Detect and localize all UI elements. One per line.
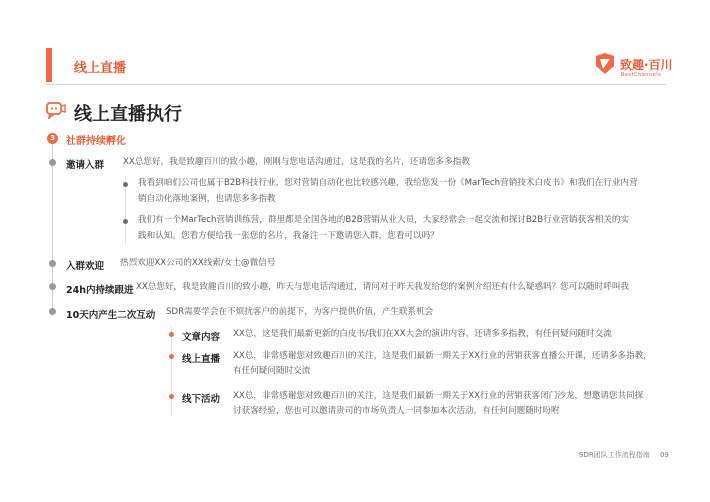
sub-article-label: 文章内容: [182, 332, 221, 343]
sub-bullet-dot: [169, 332, 174, 337]
invite-bullet-1-line1: 我看到咱们公司也属于B2B科技行业，您对营销自动化也比较感兴趣，我给您发一份《MarTech营销技术白皮书》和我们在行业内营: [138, 178, 638, 188]
bullet-dot: [123, 219, 128, 224]
welcome-text: 热烈欢迎XX公司的XX线索/女士@微信号: [120, 258, 276, 268]
sub-offline-label: 线下活动: [182, 394, 221, 405]
page-number: 09: [659, 451, 669, 459]
logo-text: 致趣·百川: [620, 58, 673, 72]
header-title: 线上直播: [74, 61, 127, 76]
timeline-dot: [49, 283, 56, 290]
followup-label: 24h内持续跟进: [66, 285, 134, 296]
sub-live-text-line2: 有任何疑问随时交流: [233, 366, 311, 376]
invite-bullet-2-line1: 我们有一个MarTech营销训练营，群里都是全国各地的B2B营销从业人员，大家经常会一起交流和探讨B2B行业营销获客相关的实: [138, 215, 630, 225]
header-accent-bar: [46, 48, 52, 82]
sub-bullet-dot: [169, 394, 174, 399]
subsection-title: 社群持续孵化: [66, 136, 126, 147]
sub-live-label: 线上直播: [182, 354, 221, 365]
timeline-dot: [49, 159, 56, 166]
sub-live-text-line1: XX总，非常感谢您对致趣百川的关注，这是我们最新一期关于XX行业的营销获客直播公开课，还请多多指教，: [233, 351, 652, 361]
timeline-dot: [49, 260, 56, 267]
sub-guide-line: [171, 326, 172, 416]
sub-article-text: XX总，这是我们最新更新的白皮书/我们在XX大会的演讲内容，还请多多指教，有任何疑问随时交流: [233, 329, 612, 339]
interact-text: SDR需要学会在不烦扰客户的前提下，为客户提供价值，产生联系机会: [166, 307, 434, 317]
sub-offline-text-line1: XX总，非常感谢您对致趣百川的关注，这是我们最新一期关于XX行业的营销获客闭门沙龙，想邀请您共同探: [233, 391, 644, 401]
followup-text: XX总您好，我是致趣百川的致小趣，昨天与您电话沟通过，请问对于昨天我发给您的案例介绍还有什么疑惑吗？您可以随时呼叫我: [136, 282, 630, 292]
logo-subtext: BestChannels: [621, 72, 662, 78]
chat-bubble-icon: [46, 101, 66, 119]
page-footer: [579, 450, 669, 460]
section-number-badge: 3: [47, 133, 58, 144]
interact-label: 10天内产生二次互动: [66, 310, 156, 321]
welcome-label: 入群欢迎: [66, 261, 105, 272]
section-title: 线上直播执行: [74, 104, 182, 125]
footer-text: SDR团队工作流程指南: [579, 451, 650, 459]
header-divider: [46, 84, 666, 85]
sub-offline-text-line2: 讨获客经验，您也可以邀请贵司的市场负责人一同参加本次活动，有任何问题随时吩咐: [233, 406, 560, 416]
logo-mark-icon: [594, 52, 616, 76]
invite-bullet-1-line2: 销自动化落地案例，也请您多多指教: [138, 194, 276, 204]
bullet-dot: [123, 182, 128, 187]
timeline-dot: [49, 308, 56, 315]
invite-label: 邀请入群: [66, 160, 105, 171]
sub-bullet-dot: [169, 354, 174, 359]
brand-logo: [594, 52, 680, 82]
invite-text: XX总您好，我是致趣百川的致小趣，刚刚与您电话沟通过，这是我的名片，还请您多多指教: [123, 157, 470, 167]
invite-bullet-2-line2: 践和认知。您看方便给我一张您的名片，我备注一下邀请您入群，您看可以吗？: [138, 231, 439, 241]
